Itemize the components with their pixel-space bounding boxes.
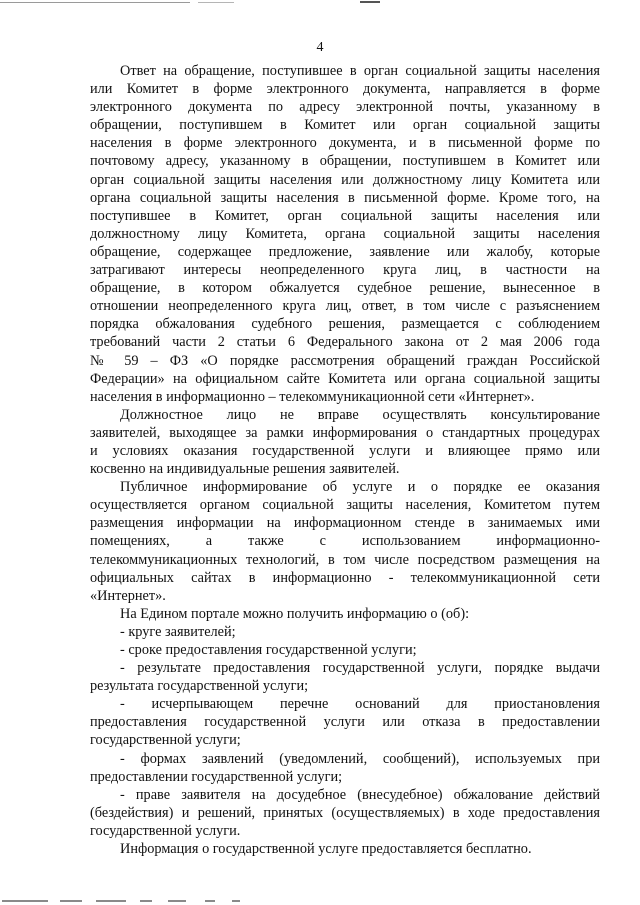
text-line: На Едином портале можно получить информацию о (об): [120, 605, 470, 622]
text-line: электронного документа по адресу электронной почты, указанному в [90, 99, 600, 116]
text-line: обращении, поступившем в Комитет или орган социальной защиты [90, 117, 600, 134]
text-line: или Комитет в форме электронного документа, направляется в форме [90, 81, 600, 98]
scan-artifact-top [0, 0, 640, 6]
text-line: Информация о государственной услуге предоставляется бесплатно. [120, 841, 532, 858]
text-line: должностному лицу Комитета, органа социальной защиты населения [90, 225, 600, 242]
text-line: поступившее в Комитет, орган социальной защиты населения или [90, 207, 600, 224]
text-line: - формах заявлений (уведомлений, сообщений), используемых при [120, 750, 600, 767]
text-line: косвенно на индивидуальные решения заявителей. [90, 461, 400, 478]
text-line: «Интернет». [90, 587, 166, 604]
text-line: и условиях оказания государственной услуги и влияющее прямо или [90, 442, 600, 459]
scan-speck [232, 900, 240, 902]
text-line: орган социальной защиты населения или должностному лицу Комитета или [90, 171, 600, 188]
text-line: затрагивают интересы неопределенного круга лиц, в частности на [90, 262, 600, 279]
scan-rule [198, 2, 234, 3]
scan-speck [60, 900, 82, 902]
text-line: Должностное лицо не вправе осуществлять консультирование [120, 406, 600, 423]
text-line: помещениях, а также с использованием информационно- [90, 533, 600, 550]
text-line: осуществляется органом социальной защиты населения, Комитетом путем [90, 497, 600, 514]
text-line: официальных сайтах в информационно - телекоммуникационной сети [90, 569, 600, 586]
text-line: - круге заявителей; [120, 623, 236, 640]
text-line: предоставлении государственной услуги; [90, 768, 343, 785]
scan-speck [205, 900, 215, 902]
text-line: обращение, содержащее предложение, заявление или жалобу, которые [90, 243, 600, 260]
text-line: почтовому адресу, указанному в обращении, поступившем в Комитет или [90, 153, 600, 170]
text-line: обращение, в котором обжалуется судебное решение, вынесенное в [90, 280, 600, 297]
text-line: - результате предоставления государственной услуги, порядке выдачи [120, 660, 600, 677]
scan-artifact-bottom [0, 898, 640, 905]
text-line: государственной услуги; [90, 732, 241, 749]
text-line: Ответ на обращение, поступившее в орган социальной защиты населения [120, 63, 600, 79]
text-line: требований части 2 статьи 6 Федерального закона от 2 мая 2006 года [90, 334, 600, 351]
scan-mark [360, 1, 380, 3]
text-line: предоставления государственной услуги или отказа в предоставлении [90, 714, 600, 731]
text-line: Федерации» на официальном сайте Комитета или органа социальной защиты [90, 370, 600, 387]
text-line: результата государственной услуги; [90, 678, 309, 695]
text-line: - сроке предоставления государственной услуги; [120, 642, 417, 658]
text-line: заявителей, выходящее за рамки информирования о стандартных процедурах [90, 424, 600, 441]
text-line: населения в информационно – телекоммуникационной сети «Интернет». [90, 388, 535, 405]
text-line: отношении неопределенного круга лиц, ответ, в том числе с разъяснением [90, 298, 600, 315]
text-line: органа социальной защиты населения в письменной форме. Кроме того, на [90, 189, 600, 206]
text-line: (бездействия) и решений, принятых (осуществляемых) в ходе предоставления [90, 804, 600, 821]
text-line: № 59 – ФЗ «О порядке рассмотрения обращений граждан Российской [90, 352, 600, 369]
scan-speck [168, 900, 186, 902]
text-line: размещения информации на информационном стенде в занимаемых ими [90, 515, 600, 532]
text-line: - исчерпывающем перечне оснований для приостановления [120, 696, 600, 713]
text-line: государственной услуги. [90, 822, 241, 839]
scan-speck [2, 900, 48, 902]
text-line: телекоммуникационных технологий, в том числе посредством размещения на [90, 551, 600, 568]
text-line: - праве заявителя на досудебное (внесудебное) обжалование действий [120, 786, 600, 803]
text-line: порядка обжалования судебного решения, размещается с соблюдением [90, 316, 600, 333]
document-body [90, 62, 600, 858]
scan-speck [96, 900, 126, 902]
text-line: населения в форме электронного документа, и в письменной форме по [90, 135, 600, 152]
scan-rule [0, 2, 190, 3]
text-line: Публичное информирование об услуге и о порядке ее оказания [120, 479, 600, 496]
page-number: 4 [316, 40, 324, 55]
scan-speck [140, 900, 152, 902]
